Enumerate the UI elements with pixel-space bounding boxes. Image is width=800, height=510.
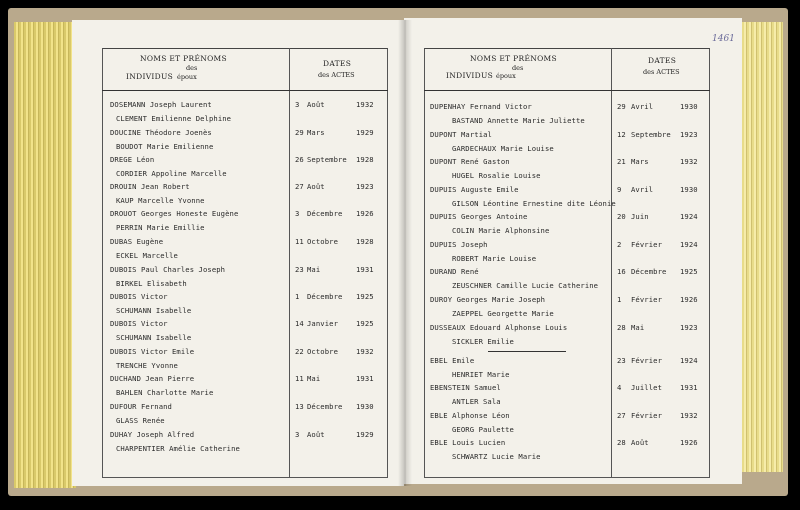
left-header-noms: NOMS ET PRÉNOMS	[140, 54, 227, 63]
entry-groom: DUROY Georges Marie Joseph	[430, 295, 546, 304]
entry-bride: BIRKEL Elisabeth	[116, 279, 187, 288]
entry-day: 23	[617, 356, 626, 365]
entry-month: Mai	[631, 323, 645, 332]
entry-day: 12	[617, 130, 626, 139]
entry-day: 1	[295, 292, 300, 301]
entry-groom: EBLE Alphonse Léon	[430, 411, 510, 420]
left-header-des: des	[186, 64, 198, 72]
entry-day: 23	[295, 265, 304, 274]
entry-year: 1932	[356, 347, 374, 356]
entry-bride: SCHUMANN Isabelle	[116, 306, 192, 315]
entry-groom: DUPUIS Joseph	[430, 240, 488, 249]
entry-groom: EBLE Louis Lucien	[430, 438, 506, 447]
entry-bride: SICKLER Emilie	[452, 337, 514, 346]
entry-day: 22	[295, 347, 304, 356]
entry-day: 27	[295, 182, 304, 191]
right-header-individus: INDIVIDUS	[446, 71, 494, 80]
entry-bride: ZEUSCHNER Camille Lucie Catherine	[452, 281, 599, 290]
entry-day: 28	[617, 323, 626, 332]
entry-year: 1924	[680, 240, 698, 249]
left-column-divider	[289, 48, 290, 478]
entry-month: Février	[631, 240, 662, 249]
entry-month: Mai	[307, 265, 321, 274]
entry-bride: GARDECHAUX Marie Louise	[452, 144, 554, 153]
right-header-des-actes: des ACTES	[643, 68, 680, 76]
entry-day: 26	[295, 155, 304, 164]
entry-bride: CORDIER Appoline Marcelle	[116, 169, 227, 178]
entry-year: 1923	[680, 323, 698, 332]
entry-year: 1926	[356, 209, 374, 218]
entry-groom: DUFOUR Fernand	[110, 402, 172, 411]
entry-day: 9	[617, 185, 622, 194]
entry-month: Août	[307, 100, 325, 109]
entry-day: 14	[295, 319, 304, 328]
left-register-table	[102, 48, 388, 478]
entry-groom: DURAND René	[430, 267, 479, 276]
entry-bride: ANTLER Sala	[452, 397, 501, 406]
entry-day: 3	[295, 430, 300, 439]
entry-month: Mai	[307, 374, 321, 383]
entry-year: 1924	[680, 356, 698, 365]
entry-month: Septembre	[631, 130, 671, 139]
entry-bride: TRENCHE Yvonne	[116, 361, 178, 370]
entry-bride: BAHLEN Charlotte Marie	[116, 388, 214, 397]
entry-groom: DROUIN Jean Robert	[110, 182, 190, 191]
entry-month: Mars	[307, 128, 325, 137]
entry-year: 1923	[356, 182, 374, 191]
left-header-des-actes: des ACTES	[318, 71, 355, 79]
entry-month: Décembre	[307, 402, 343, 411]
entry-groom: DUPUIS Auguste Emile	[430, 185, 519, 194]
entry-groom: DUPONT Martial	[430, 130, 492, 139]
entry-year: 1932	[680, 411, 698, 420]
entry-day: 4	[617, 383, 622, 392]
entry-year: 1925	[356, 319, 374, 328]
entry-bride: ROBERT Marie Louise	[452, 254, 537, 263]
entry-year: 1932	[680, 157, 698, 166]
entry-year: 1928	[356, 155, 374, 164]
entry-bride: KAUP Marcelle Yvonne	[116, 196, 205, 205]
entry-month: Avril	[631, 102, 654, 111]
entry-day: 11	[295, 374, 304, 383]
page-edges-left	[14, 22, 76, 488]
entry-year: 1931	[356, 265, 374, 274]
entry-month: Décembre	[307, 209, 343, 218]
right-header-epoux: époux	[496, 72, 516, 80]
entry-month: Février	[631, 411, 662, 420]
entry-groom: DUBOIS Victor	[110, 292, 168, 301]
entry-month: Octobre	[307, 237, 338, 246]
entry-day: 2	[617, 240, 622, 249]
page-number: 1461	[712, 34, 735, 44]
entry-day: 28	[617, 438, 626, 447]
entry-month: Juin	[631, 212, 649, 221]
entry-groom: DOSEMANN Joseph Laurent	[110, 100, 212, 109]
book-gutter	[398, 20, 412, 486]
entry-year: 1926	[680, 295, 698, 304]
right-header-dates: DATES	[648, 56, 677, 65]
entry-groom: EBEL Emile	[430, 356, 475, 365]
entry-groom: DUCHAND Jean Pierre	[110, 374, 195, 383]
entry-groom: DUPONT René Gaston	[430, 157, 510, 166]
entry-groom: DREGE Léon	[110, 155, 155, 164]
entry-day: 20	[617, 212, 626, 221]
entry-bride: BASTAND Annette Marie Juliette	[452, 116, 585, 125]
entry-bride: HENRIET Marie	[452, 370, 510, 379]
entry-day: 1	[617, 295, 622, 304]
entry-year: 1925	[356, 292, 374, 301]
page-edges-right	[737, 22, 783, 472]
entry-day: 27	[617, 411, 626, 420]
entry-bride: SCHWARTZ Lucie Marie	[452, 452, 541, 461]
entry-year: 1929	[356, 430, 374, 439]
entry-month: Juillet	[631, 383, 662, 392]
entry-month: Septembre	[307, 155, 347, 164]
entry-year: 1931	[356, 374, 374, 383]
entry-day: 3	[295, 100, 300, 109]
entry-groom: DUBOIS Victor	[110, 319, 168, 328]
entry-day: 29	[617, 102, 626, 111]
entry-month: Août	[307, 430, 325, 439]
entry-month: Août	[631, 438, 649, 447]
entry-year: 1930	[680, 102, 698, 111]
entry-year: 1931	[680, 383, 698, 392]
entry-groom: DROUOT Georges Honeste Eugène	[110, 209, 239, 218]
entry-month: Février	[631, 295, 662, 304]
entry-month: Janvier	[307, 319, 338, 328]
entry-day: 16	[617, 267, 626, 276]
entry-bride: GLASS Renée	[116, 416, 165, 425]
entry-day: 29	[295, 128, 304, 137]
entry-bride: CHARPENTIER Amélie Catherine	[116, 444, 240, 453]
right-header-des: des	[512, 64, 524, 72]
left-header-individus: INDIVIDUS	[126, 72, 174, 81]
entry-bride: GEORG Paulette	[452, 425, 514, 434]
entry-day: 11	[295, 237, 304, 246]
left-header-epoux: époux	[177, 73, 197, 81]
entry-bride: BOUDOT Marie Emilienne	[116, 142, 214, 151]
entry-bride: ECKEL Marcelle	[116, 251, 178, 260]
entry-month: Mars	[631, 157, 649, 166]
entry-month: Octobre	[307, 347, 338, 356]
entry-groom: DUPENHAY Fernand Victor	[430, 102, 532, 111]
right-header-noms: NOMS ET PRÉNOMS	[470, 54, 557, 63]
entry-groom: DUBOIS Victor Emile	[110, 347, 195, 356]
entry-bride: ZAEPPEL Georgette Marie	[452, 309, 554, 318]
entry-bride: SCHUMANN Isabelle	[116, 333, 192, 342]
entry-groom: DUSSEAUX Edouard Alphonse Louis	[430, 323, 568, 332]
entry-groom: EBENSTEIN Samuel	[430, 383, 501, 392]
entry-groom: DUBAS Eugène	[110, 237, 164, 246]
separator-line	[488, 351, 566, 352]
entry-bride: COLIN Marie Alphonsine	[452, 226, 550, 235]
entry-year: 1925	[680, 267, 698, 276]
entry-groom: DUHAY Joseph Alfred	[110, 430, 195, 439]
right-header-rule	[424, 90, 710, 91]
entry-year: 1926	[680, 438, 698, 447]
entry-groom: DUPUIS Georges Antoine	[430, 212, 528, 221]
entry-month: Décembre	[631, 267, 667, 276]
entry-month: Décembre	[307, 292, 343, 301]
entry-year: 1929	[356, 128, 374, 137]
entry-month: Février	[631, 356, 662, 365]
entry-bride: CLEMENT Emilienne Delphine	[116, 114, 232, 123]
entry-day: 13	[295, 402, 304, 411]
entry-month: Avril	[631, 185, 654, 194]
entry-bride: PERRIN Marie Emillie	[116, 223, 205, 232]
entry-day: 3	[295, 209, 300, 218]
left-header-dates: DATES	[323, 59, 352, 68]
entry-groom: DOUCINE Théodore Joenès	[110, 128, 212, 137]
entry-day: 21	[617, 157, 626, 166]
right-column-divider	[611, 48, 612, 478]
entry-year: 1928	[356, 237, 374, 246]
entry-bride: HUGEL Rosalie Louise	[452, 171, 541, 180]
entry-year: 1924	[680, 212, 698, 221]
entry-bride: GILSON Léontine Ernestine dite Léonie	[452, 199, 616, 208]
left-header-rule	[102, 90, 388, 91]
entry-month: Août	[307, 182, 325, 191]
entry-year: 1923	[680, 130, 698, 139]
entry-groom: DUBOIS Paul Charles Joseph	[110, 265, 226, 274]
entry-year: 1930	[356, 402, 374, 411]
entry-year: 1932	[356, 100, 374, 109]
entry-year: 1930	[680, 185, 698, 194]
